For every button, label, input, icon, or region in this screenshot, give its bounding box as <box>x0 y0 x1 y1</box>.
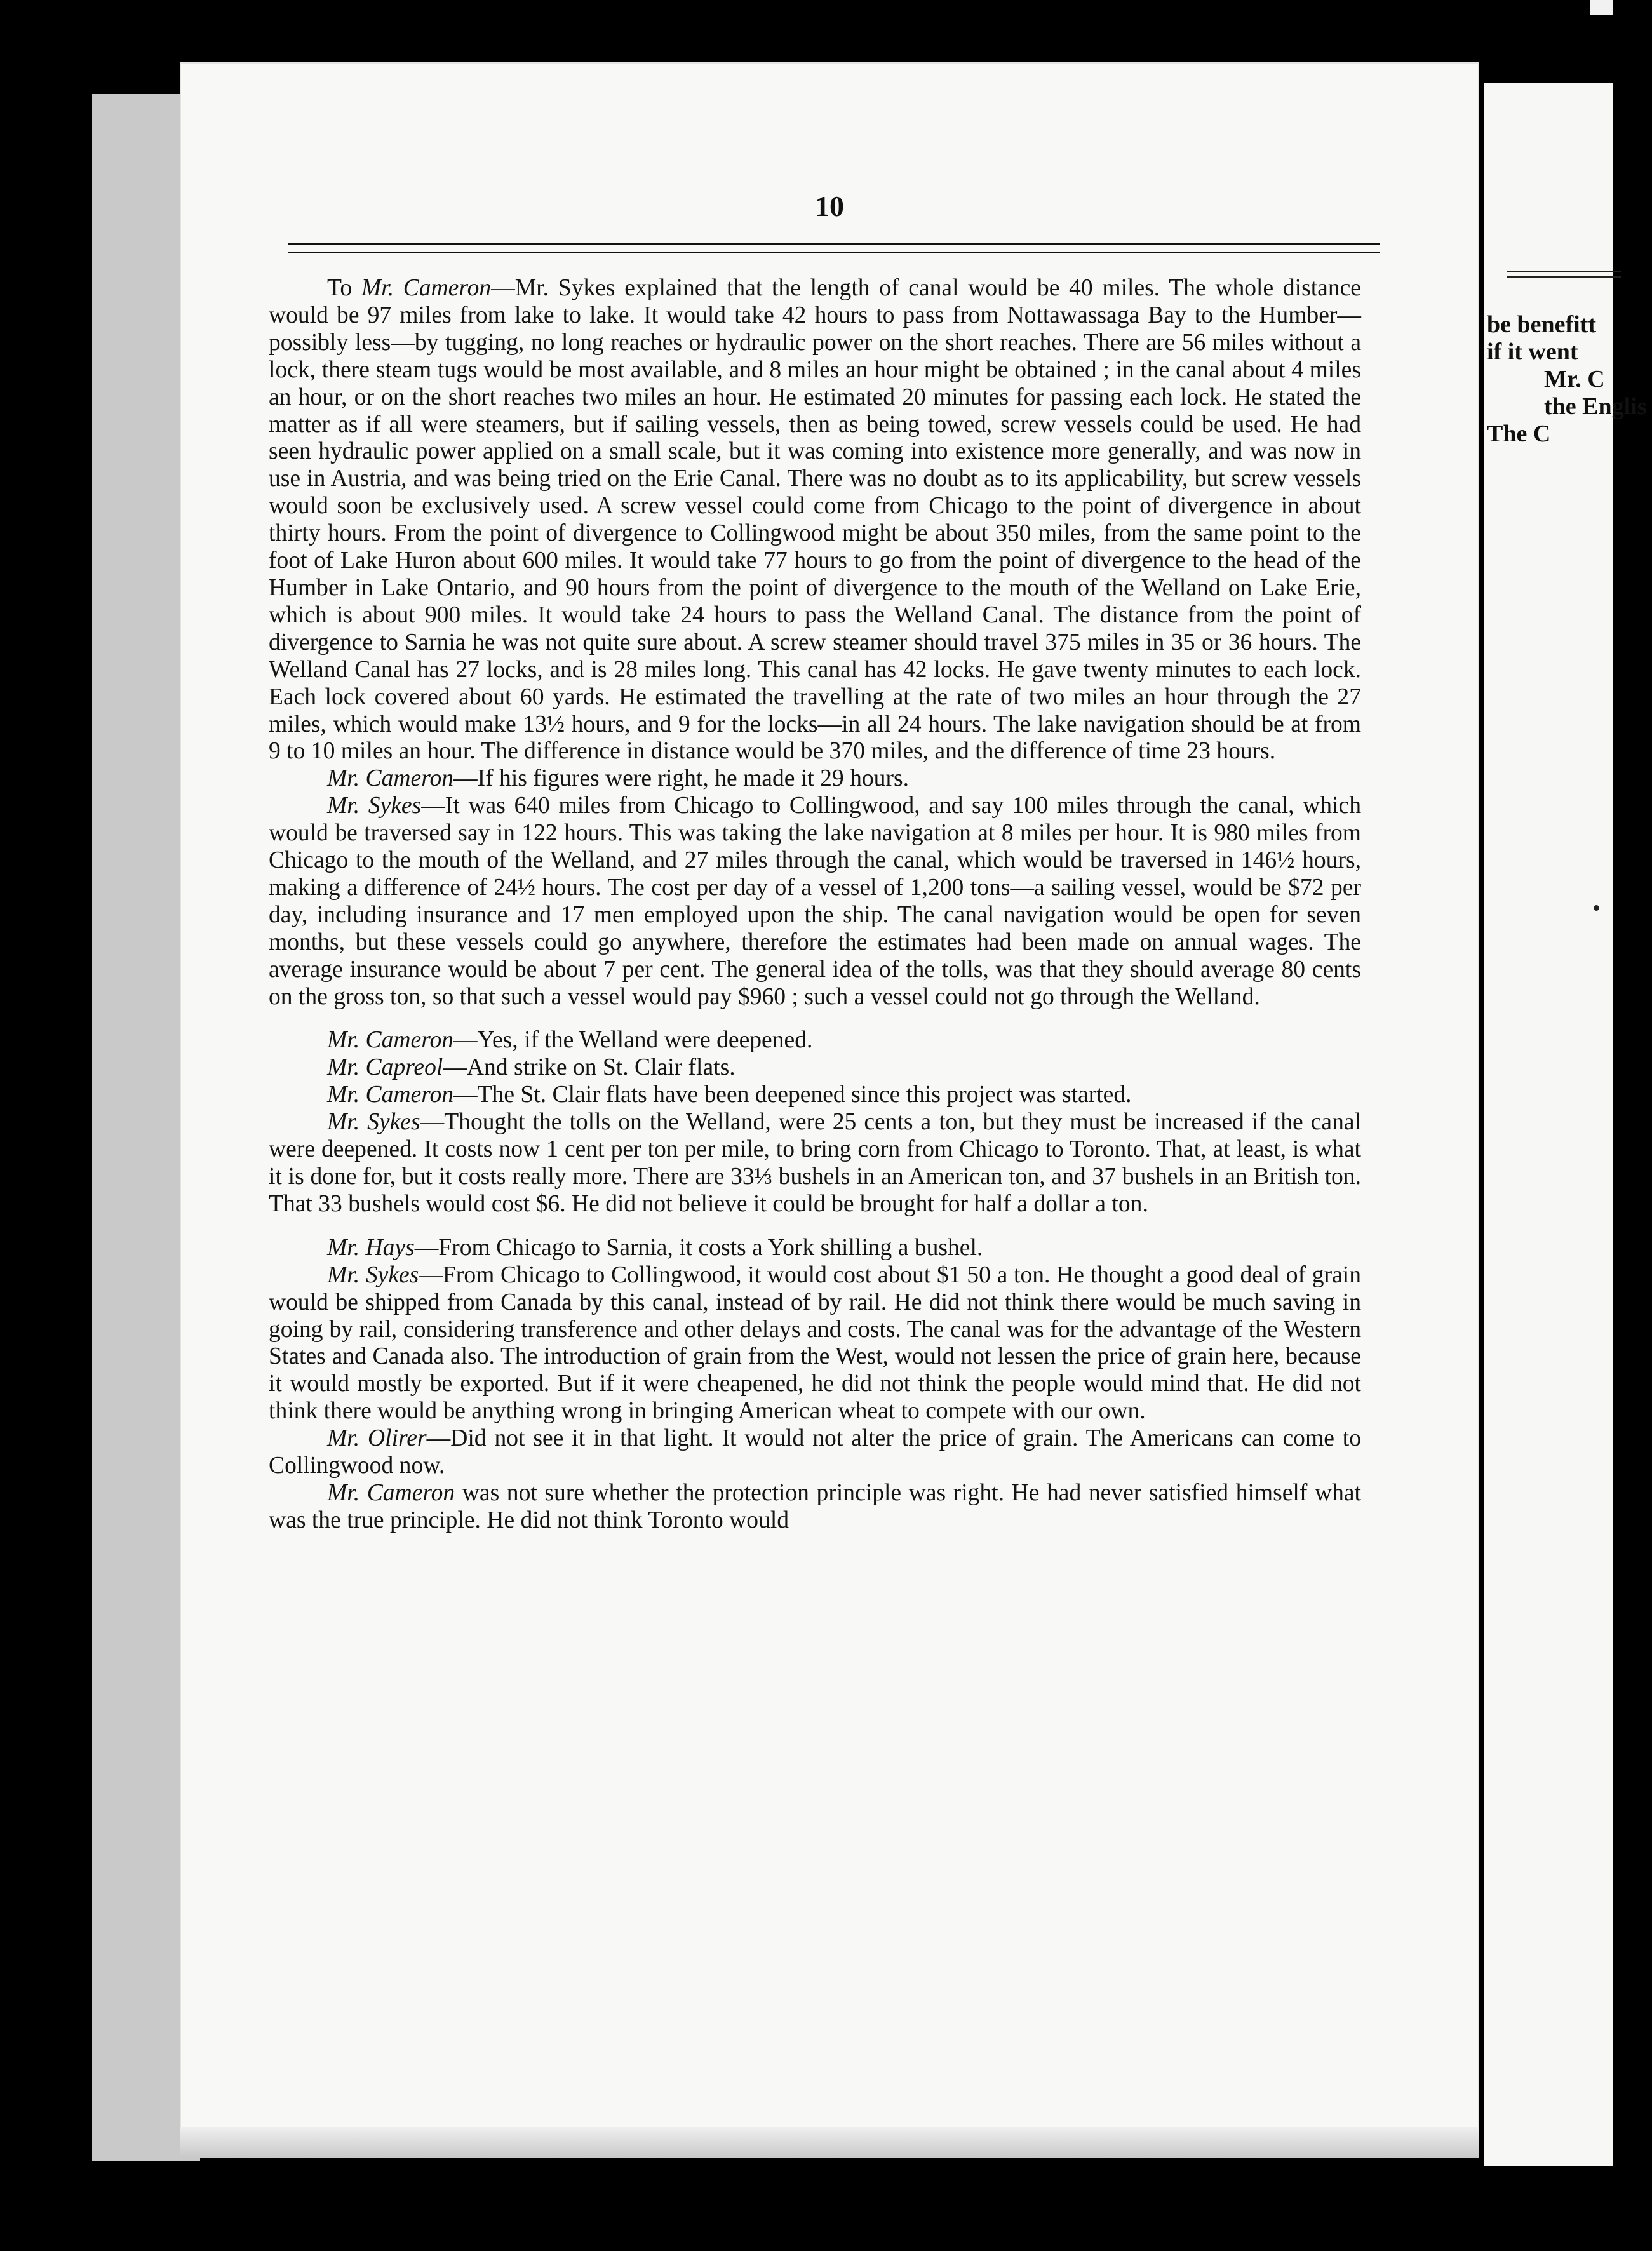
paragraph-text: —Did not see it in that light. It would not alter the price of grain. The Americans can come to Collingwood now. <box>269 1425 1361 1479</box>
header-rule <box>288 243 1380 253</box>
adjacent-page-rule <box>1507 271 1621 278</box>
paragraph <box>269 1054 1361 1082</box>
paragraph <box>269 275 1361 765</box>
paragraph-text: —From Chicago to Sarnia, it costs a York shilling a bushel. <box>414 1234 983 1261</box>
paragraph <box>269 1425 1361 1480</box>
paragraph-text: —If his figures were right, he made it 29 hours. <box>453 765 909 792</box>
paragraph-text: —The St. Clair flats have been deepened since this project was started. <box>453 1082 1132 1108</box>
paragraph <box>269 1480 1361 1535</box>
paragraph <box>269 1262 1361 1425</box>
adjacent-page-speck <box>1594 905 1599 911</box>
adjacent-page-line: the Englis <box>1544 393 1647 420</box>
speaker-name: Mr. Hays <box>327 1234 415 1261</box>
speaker-name: Mr. Capreol <box>327 1054 443 1081</box>
adjacent-page-text <box>1487 311 1652 448</box>
paragraph <box>269 1082 1361 1109</box>
adjacent-page-line: The C <box>1487 420 1551 447</box>
page-bottom-shadow <box>180 2127 1479 2158</box>
speaker-name: Mr. Olirer <box>327 1425 427 1452</box>
paragraph <box>269 765 1361 793</box>
paragraph <box>269 1027 1361 1054</box>
speaker-name: Mr. Cameron <box>327 765 454 792</box>
paragraph-text: —And strike on St. Clair flats. <box>443 1054 735 1081</box>
speaker-name: Mr. Sykes <box>327 1109 420 1136</box>
paragraph-text: —Yes, if the Welland were deepened. <box>453 1027 813 1054</box>
document-page <box>180 62 1479 2158</box>
speaker-name: Mr. Cameron <box>327 1027 454 1054</box>
scan-corner-mark <box>1590 0 1613 15</box>
speaker-name: Mr. Sykes <box>327 1261 419 1288</box>
paragraph <box>269 1109 1361 1218</box>
adjacent-page-line: Mr. C <box>1544 366 1605 393</box>
paragraph <box>269 793 1361 1011</box>
speaker-name: Mr. Cameron <box>361 275 492 301</box>
adjacent-page-line: be benefitt <box>1487 311 1597 338</box>
speaker-name: Mr. Sykes <box>327 793 422 819</box>
adjacent-page-line: if it went <box>1487 339 1578 365</box>
paragraph-text: was not sure whether the protection principle was right. He had never satisfied himself what was the true principle. He did not think Toronto would <box>269 1479 1361 1533</box>
speaker-name: Mr. Cameron <box>327 1479 455 1506</box>
page-number: 10 <box>815 190 844 222</box>
paragraph-text: —Mr. Sykes explained that the length of canal would be 40 miles. The whole distance would be 97 miles from lake to lake. It would take 42 hours to pass from Nottawassaga Bay to the Humber—possibly less—by tugging, no long reaches or hydraulic power on the short reaches. There are 56 miles without a lock, there steam tugs would be most available, and 8 miles an hour might be obtained ; in the canal about 4 miles an hour, or on the short reaches two miles an hour. He estimated 20 minutes for passing each lock. He stated the matter as if all were steamers, but if sailing vessels, then as being towed, screw vessels could be used. He had seen hydraulic power applied on a small scale, but it was coming into existence more generally, and was now in use in Austria, and was being tried on the Erie Canal. There was no doubt as to its applicability, but screw vessels would soon be exclusively used. A screw vessel could come from Chicago to the point of divergence in about thirty hours. From the point of divergence to Collingwood might be about 350 miles, from the same point to the foot of Lake Huron about 600 miles. It would take 77 hours to go from the point of divergence to the head of the Humber in Lake Ontario, and 90 hours from the point of divergence to the mouth of the Welland on Lake Erie, which is about 900 miles. It would take 24 hours to pass the Welland Canal. The distance from the point of divergence to Sarnia he was not quite sure about. A screw steamer should travel 375 miles in 35 or 36 hours. The Welland Canal has 27 locks, and is 28 miles long. This canal has 42 locks. He gave twenty minutes to each lock. Each lock covered about 60 yards. He estimated the travelling at the rate of two miles an hour through the 27 miles, which would make 13½ hours, and 9 for the locks—in all 24 hours. The lake navigation should be at from 9 to 10 miles an hour. The difference in distance would be 370 miles, and the difference of time 23 hours. <box>269 275 1361 765</box>
body-text <box>269 275 1361 1535</box>
paragraph <box>269 1235 1361 1262</box>
speaker-name: Mr. Cameron <box>327 1082 454 1108</box>
paragraph-text: —Thought the tolls on the Welland, were 25 cents a ton, but they must be increased if the canal were deepened. It costs now 1 cent per ton per mile, to bring corn from Chicago to Toronto. That, at least, is what it is done for, but it costs really more. There are 33⅓ bushels in an American ton, and 37 bushels in an British ton. That 33 bushels would cost $6. He did not believe it could be brought for half a dollar a ton. <box>269 1109 1361 1217</box>
adjacent-page <box>1484 83 1647 2166</box>
paragraph-text: —From Chicago to Collingwood, it would cost about $1 50 a ton. He thought a good deal of grain would be shipped from Canada by this canal, instead of by rail. He did not think there would be much saving in going by rail, considering transference and other delays and costs. The canal was for the advantage of the Western States and Canada also. The introduction of grain from the West, would not lessen the price of grain here, because it would mostly be exported. But if it were cheapened, he did not think the people would mind that. He did not think there would be anything wrong in bringing American wheat to compete with our own. <box>269 1261 1361 1425</box>
paragraph-text: —It was 640 miles from Chicago to Collingwood, and say 100 miles through the canal, which would be traversed say in 122 hours. This was taking the lake navigation at 8 miles per hour. It is 980 miles from Chicago to the mouth of the Welland, and 27 miles through the canal, which would be traversed in 146½ hours, making a difference of 24½ hours. The cost per day of a vessel of 1,200 tons—a sailing vessel, would be $72 per day, including insurance and 17 men employed upon the ship. The canal navigation would be open for seven months, but these vessels could go anywhere, therefore the estimates had been made on annual wages. The average insurance would be about 7 per cent. The general idea of the tolls, was that they should average 80 cents on the gross ton, so that such a vessel would pay $960 ; such a vessel could not go through the Welland. <box>269 793 1361 1010</box>
paragraph-lead: To <box>327 275 361 301</box>
